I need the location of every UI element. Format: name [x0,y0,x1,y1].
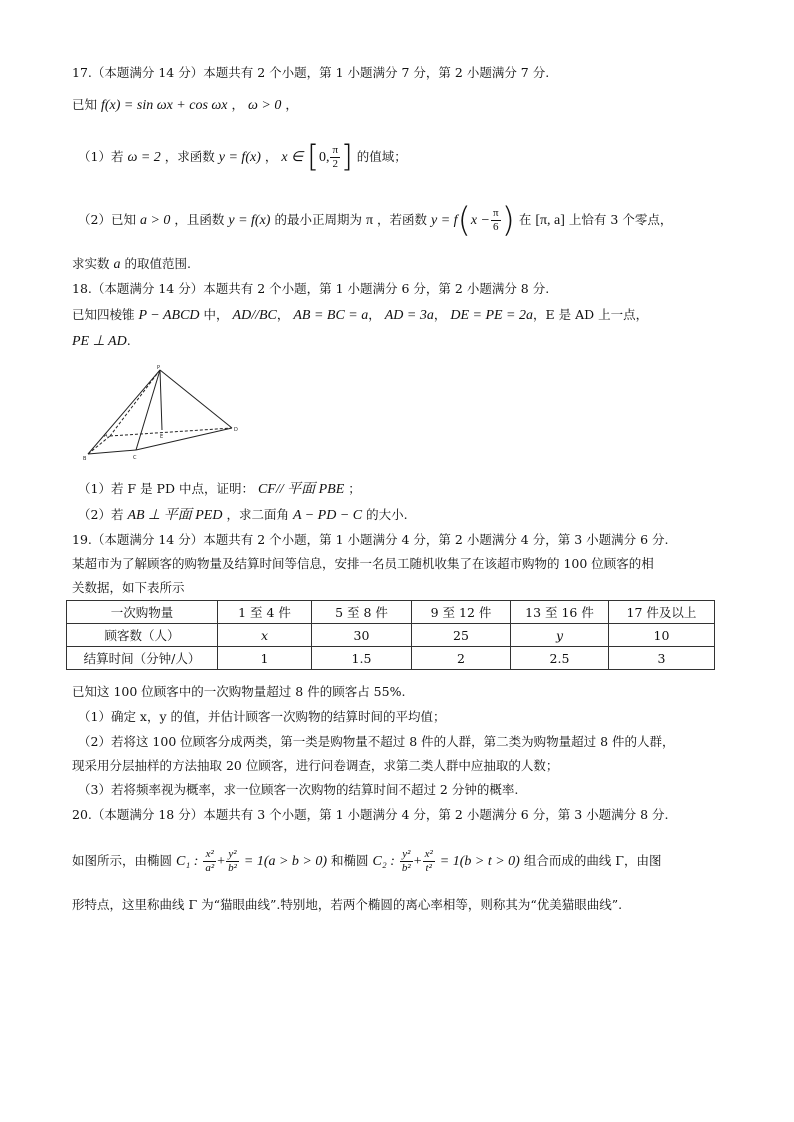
table-cell: 3 [609,647,715,670]
q17-p2-line2-b: 的取值范围. [124,256,191,271]
q18-p2-b: ，求二面角 [226,507,289,522]
q17-p2-text3: ，若函数 [377,212,428,227]
q20-e2-rest: = 1(b > t > 0) [439,854,520,869]
table-cell: 1 [218,647,312,670]
table-header-cell: 一次购物量 [67,601,218,624]
q17-p2-frac-num: π [493,207,499,219]
shopping-data-table [66,600,715,670]
table-cell: x [218,624,312,647]
table-cell: 10 [609,624,715,647]
table-row [67,647,715,670]
q20-e2-b2: b² [401,862,411,874]
q17-p1-prefix: （1）若 [78,149,124,164]
q17-p2-text2: 的最小正周期为 [274,212,362,227]
fig-label-p: P [157,365,161,371]
q20-e1-b2: b² [228,862,237,874]
q18-p1-b: ； [348,481,361,496]
q17-p2-pi: π [365,213,374,228]
q19-note: 已知这 100 位顾客中的一次购物量超过 8 件的顾客占 55%. [72,684,406,699]
table-cell: y [511,624,609,647]
q20-e2-t2: t² [425,862,432,874]
q20-e1-plus: + [217,854,226,869]
q18-p2-angle: A − PD − C [292,508,363,523]
q18-p1-a: （1）若 F 是 PD 中点，证明： [78,481,254,496]
q20-line2: 形特点，这里称曲线 Γ 为“猫眼曲线”.特别地，若两个椭圆的离心率相等，则称其为“优美猫眼曲线”. [72,897,623,912]
q17-given-math: f(x) = sin ωx + cos ωx [101,98,228,113]
table-cell: 结算时间（分钟/人） [67,647,218,670]
q18-p2-a: （2）若 [78,507,124,522]
q18-given-c: ，E 是 AD 上一点， [533,307,649,322]
q18-given-a: 已知四棱锥 [72,307,135,322]
table-cell: 顾客数（人） [67,624,218,647]
table-header-cell: 17 件及以上 [609,601,715,624]
table-cell: 2.5 [511,647,609,670]
q20-l1-a: 如图所示，由椭圆 [72,853,173,868]
q17-part2-line2 [72,255,191,274]
q17-part1: （1）若 ω = 2 ，求函数 y = f(x) ， x ∈ [0, $\frac{\pi}{2}$ ] 的值域； [78,139,407,175]
table-header-row [67,601,715,624]
q20-l1-c: 组合而成的曲线 Γ，由图 [523,853,662,868]
q18-pyramid: P − ABCD [138,308,200,323]
q18-given: 已知四棱锥 P − ABCD 中， AD//BC， AB = BC = a， AD = 3a， DE = PE = 2a，E 是 AD 上一点， [72,307,649,323]
table-header-cell: 9 至 12 件 [412,601,511,624]
table-cell: 30 [312,624,412,647]
table-row [67,624,715,647]
pyramid-figure [80,362,255,467]
q20-e1-rest: = 1(a > b > 0) [243,854,328,869]
fig-label-e: E [160,434,164,440]
q18-cond3: AD = 3a [384,308,434,323]
table-header-cell: 1 至 4 件 [218,601,312,624]
q17-part2: （2）已知 a > 0 ，且函数 y = f(x) 的最小正周期为 π ，若函数 y = f(x − $\frac{\pi}{6}$ ) 在 [π, a] 上恰有 3 个零点， [78,200,673,241]
q17-p1-omega: ω = 2 [127,150,161,165]
q17-p2-text5: 上恰有 3 个零点， [568,212,673,227]
q20-e2-x2: x² [424,848,433,860]
q18-cond4: DE = PE = 2a [450,308,533,323]
q19-part2-line2: 现采用分层抽样的方法抽取 20 位顾客，进行问卷调查，求第二类人群中应抽取的人数； [72,758,559,773]
q19-part1: （1）确定 x，y 的值，并估计顾客一次购物的结算时间的平均值； [78,709,446,724]
q17-p1-x: x ∈ [281,150,304,165]
q17-given-cond: ω > 0 [248,98,282,113]
q20-e1-y2: y² [226,848,239,862]
q20-line1 [72,843,661,880]
q17-p2-func2: y = f [431,213,458,228]
q17-p1-interval-left: 0, [318,150,330,165]
q18-p1-math: CF// 平面 PBE [257,482,345,497]
table-cell: 25 [412,624,511,647]
q17-p1-pi: π [332,144,339,156]
q18-cond1: AD//BC [232,308,277,323]
table-cell: 2 [412,647,511,670]
q18-cond5: PE ⊥ AD [72,334,127,349]
table-header-cell: 13 至 16 件 [511,601,609,624]
q17-given-prefix: 已知 [72,97,98,112]
q19-header: 19.（本题满分 14 分）本题共有 2 个小题，第 1 小题满分 4 分，第 2 小题满分 4 分，第 3 小题满分 6 分. [72,532,669,547]
q18-part1 [78,480,361,499]
q17-p2-text4: 在 [518,212,532,227]
q20-c1: C₁ : [176,854,199,869]
q17-p1-two: 2 [332,158,338,170]
q17-header: 17.（本题满分 14 分）本题共有 2 个小题，第 1 小题满分 7 分，第 2 小题满分 7 分. [72,65,550,80]
q20-c2: C₂ : [372,854,395,869]
fig-label-c: C [133,455,137,461]
q18-cond2: AB = BC = a [293,308,369,323]
q17-p2-text1: ，且函数 [174,212,225,227]
q20-l1-b: 和椭圆 [331,853,369,868]
q20-e2-plus: + [413,854,422,869]
q18-header: 18.（本题满分 14 分）本题共有 2 个小题，第 1 小题满分 6 分，第 2 小题满分 8 分. [72,281,550,296]
q17-p2-prefix: （2）已知 [78,212,136,227]
q17-p2-line2-a: 求实数 [72,256,110,271]
q17-p2-line2-var: a [113,257,121,272]
q17-p1-mid: ，求函数 [164,149,215,164]
q18-part2 [78,506,408,525]
q19-intro-2: 关数据，如下表所示 [72,580,185,595]
q18-given-b: 中， [203,307,229,322]
q17-p2-x-minus: x − [470,213,491,228]
q17-given: 已知 f(x) = sin ωx + cos ωx ， ω > 0 ， [72,97,298,113]
q18-p2-c: 的大小. [366,507,408,522]
q17-p1-func: y = f(x) [218,150,261,165]
q17-p2-a: a > 0 [139,213,171,228]
q17-p2-frac-den: 6 [493,221,499,233]
table-header-cell: 5 至 8 件 [312,601,412,624]
q17-p1-suffix: 的值域； [356,149,407,164]
q17-p2-interval: [π, a] [535,213,565,228]
q20-e1-x2: x² [203,848,216,862]
fig-label-d: D [234,427,238,433]
q20-e1-a2: a² [205,862,215,874]
fig-label-b: B [83,456,87,462]
fig-label-a: A [104,433,108,439]
q19-part2-line1: （2）若将这 100 位顾客分成两类，第一类是购物量不超过 8 件的人群，第二类为购物量超过 8 件的人群， [78,734,675,749]
q18-p2-math: AB ⊥ 平面 PED [127,508,223,523]
q20-header: 20.（本题满分 18 分）本题共有 3 个小题，第 1 小题满分 4 分，第 2 小题满分 6 分，第 3 小题满分 8 分. [72,807,669,822]
q19-intro-1: 某超市为了解顾客的购物量及结算时间等信息，安排一名员工随机收集了在该超市购物的 100 位顾客的相 [72,556,654,571]
q18-cond5-line: PE ⊥ AD. [72,333,131,349]
table-cell: 1.5 [312,647,412,670]
q19-part3: （3）若将频率视为概率，求一位顾客一次购物的结算时间不超过 2 分钟的概率. [78,782,519,797]
q17-p2-func: y = f(x) [228,213,271,228]
q20-e2-y2: y² [400,848,413,862]
